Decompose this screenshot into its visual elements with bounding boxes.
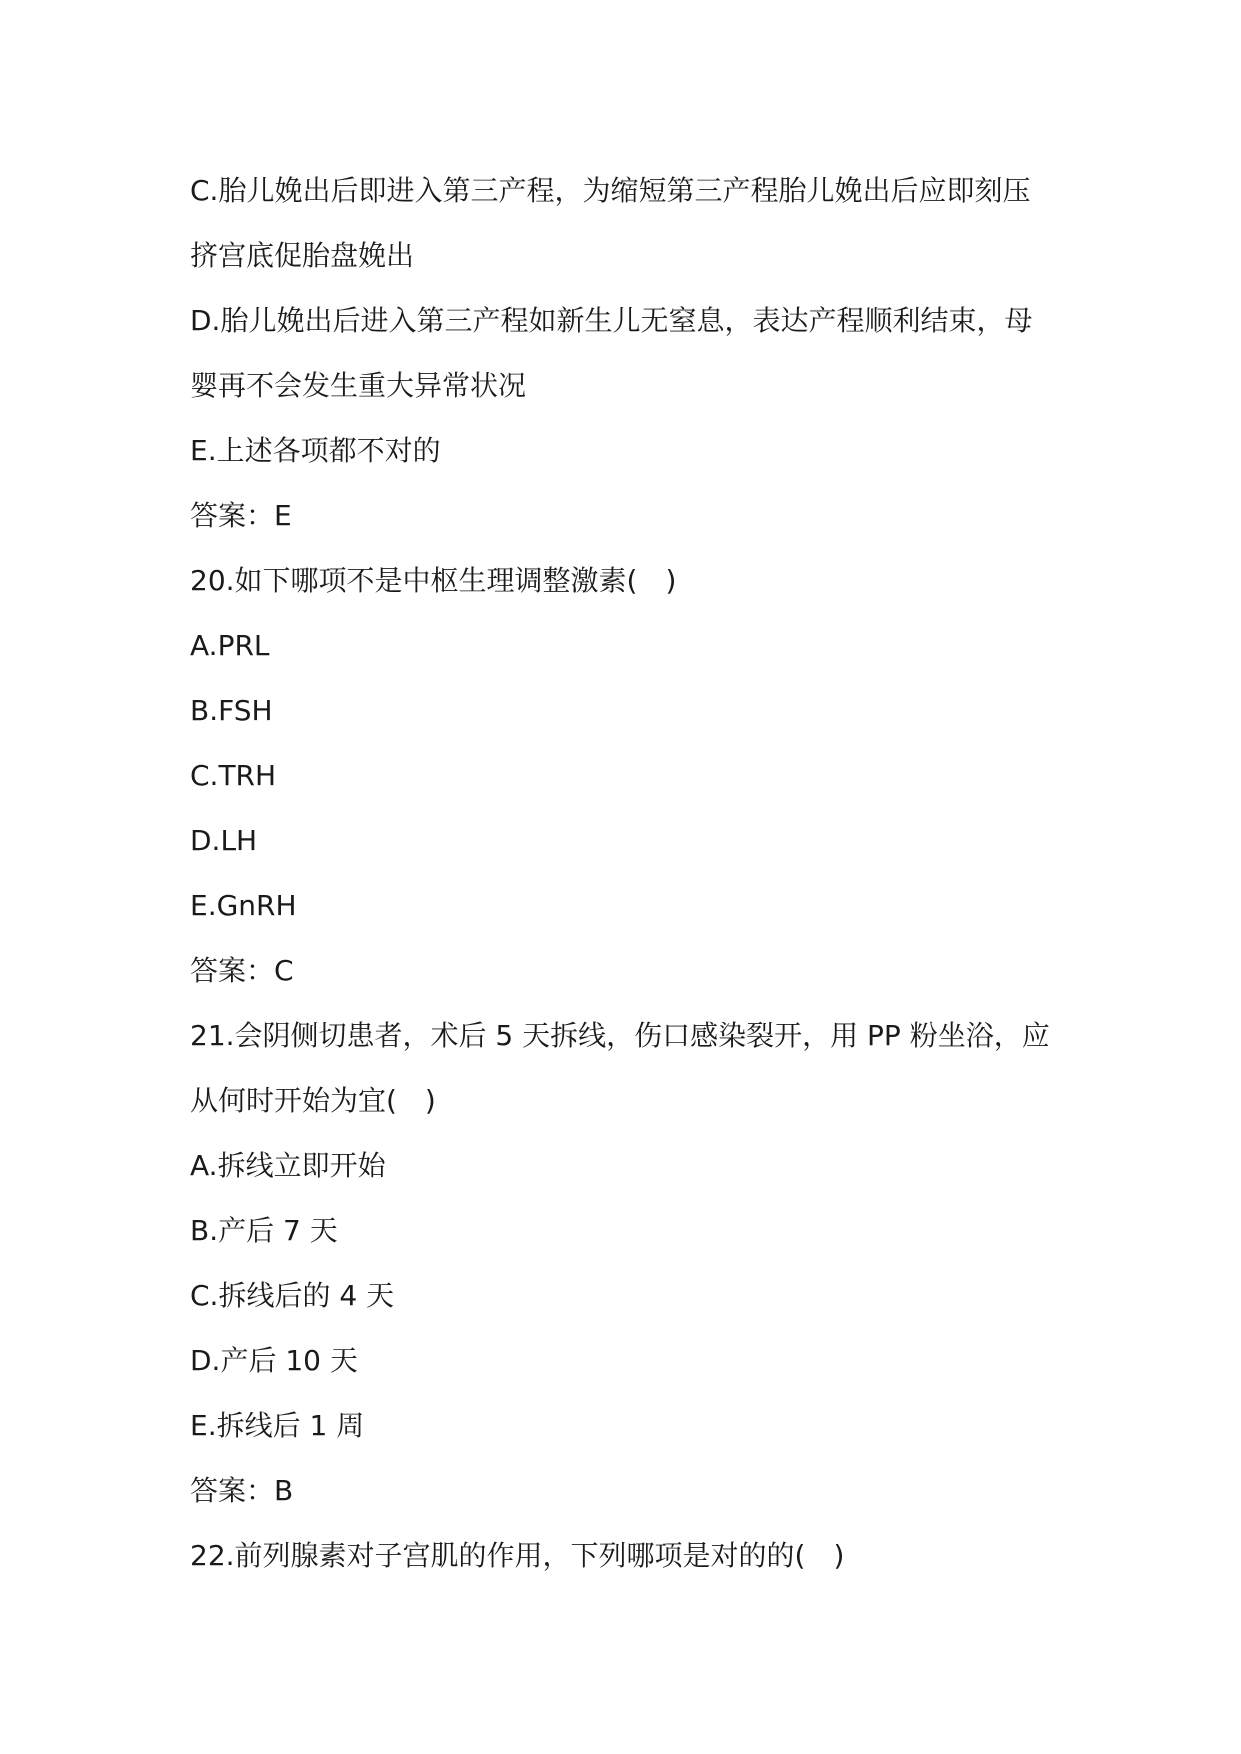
option-c-line-2: 挤宫底促胎盘娩出 xyxy=(190,239,415,272)
question-text-block xyxy=(190,158,1060,1588)
option-c-line-1: C.胎儿娩出后即进入第三产程，为缩短第三产程胎儿娩出后应即刻压 xyxy=(190,174,1031,207)
q20-option-a: A.PRL xyxy=(190,629,270,662)
option-e: E.上述各项都不对的 xyxy=(190,434,441,467)
answer-19: 答案：E xyxy=(190,499,292,532)
question-20: 20.如下哪项不是中枢生理调整激素( ) xyxy=(190,564,677,597)
q21-option-c: C.拆线后的 4 天 xyxy=(190,1279,395,1312)
q20-option-b: B.FSH xyxy=(190,694,273,727)
option-d-line-1: D.胎儿娩出后进入第三产程如新生儿无窒息，表达产程顺利结束，母 xyxy=(190,304,1033,337)
q21-option-d: D.产后 10 天 xyxy=(190,1344,358,1377)
question-21-line-2: 从何时开始为宜( ) xyxy=(190,1084,436,1117)
q21-option-e: E.拆线后 1 周 xyxy=(190,1409,365,1442)
question-21-line-1: 21.会阴侧切患者，术后 5 天拆线，伤口感染裂开，用 PP 粉坐浴，应 xyxy=(190,1019,1050,1052)
option-d-line-2: 婴再不会发生重大异常状况 xyxy=(190,369,527,402)
q20-option-e: E.GnRH xyxy=(190,889,297,922)
q21-option-b: B.产后 7 天 xyxy=(190,1214,338,1247)
answer-21: 答案：B xyxy=(190,1474,294,1507)
q21-option-a: A.拆线立即开始 xyxy=(190,1149,386,1182)
question-22: 22.前列腺素对子宫肌的作用，下列哪项是对的的( ) xyxy=(190,1539,845,1572)
q20-option-d: D.LH xyxy=(190,824,258,857)
answer-20: 答案：C xyxy=(190,954,294,987)
q20-option-c: C.TRH xyxy=(190,759,277,792)
